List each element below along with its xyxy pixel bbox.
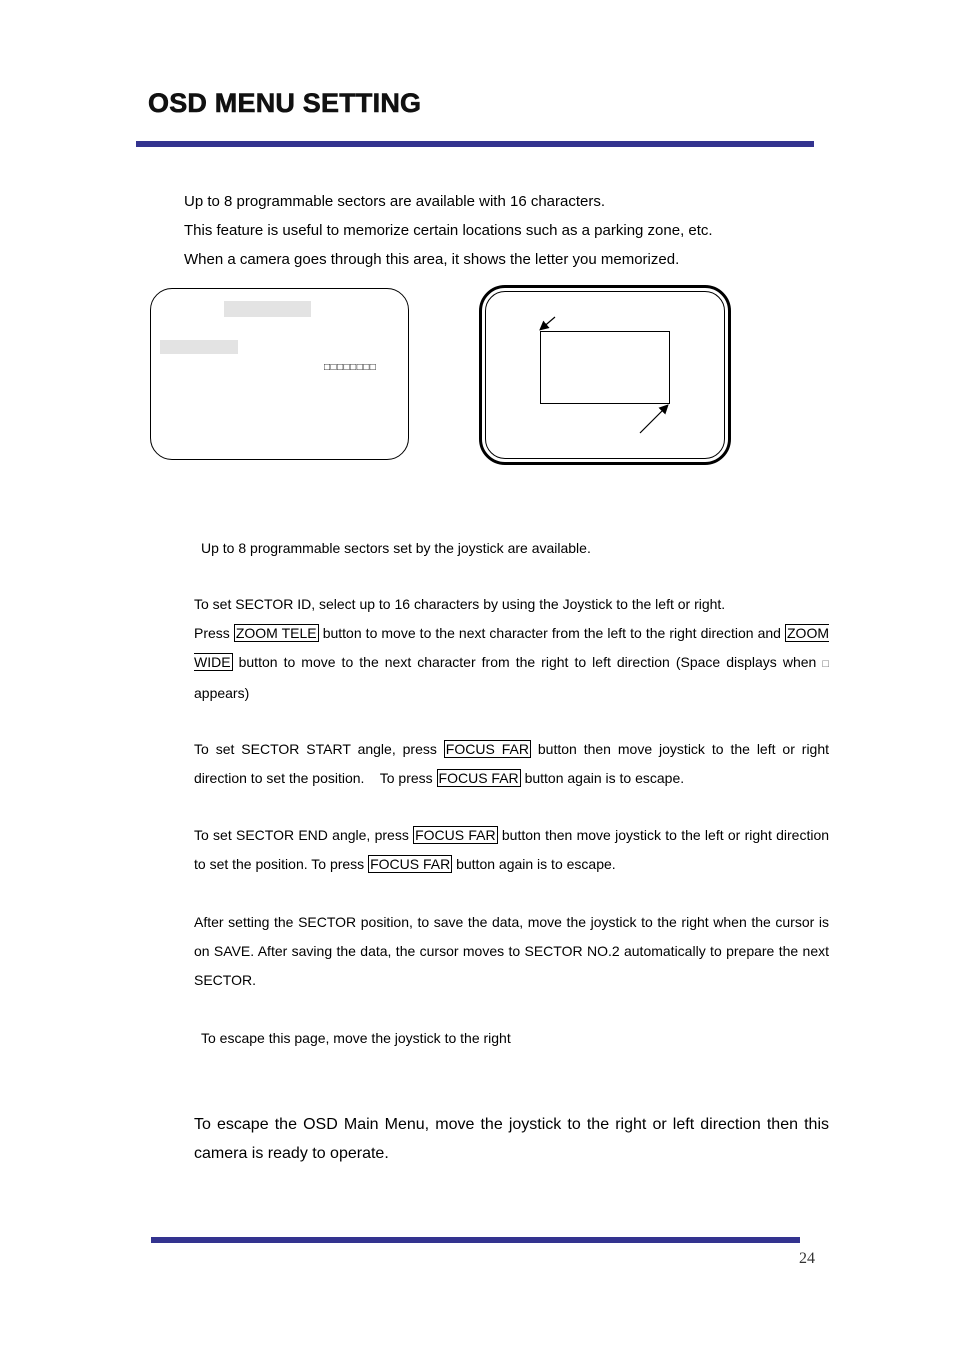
zoom-wide-key: ZOOM WIDE (194, 625, 829, 670)
sectors-note: Up to 8 programmable sectors set by the joystick are available. (201, 540, 591, 556)
intro-line-3: When a camera goes through this area, it shows the letter you memorized. (184, 251, 680, 268)
osd-cursor-highlight (160, 340, 238, 354)
focus-far-key: FOCUS FAR (445, 741, 529, 757)
sector-id-placeholder: □□□□□□□□ (324, 362, 377, 373)
focus-far-key: FOCUS FAR (438, 770, 519, 786)
escape-main-paragraph: To escape the OSD Main Menu, move the joystick to the right or left direction then this camera is ready to operate. (194, 1116, 829, 1162)
sector-arrows (530, 310, 680, 440)
page-number: 24 (799, 1250, 815, 1267)
page-title: OSD MENU SETTING (148, 88, 422, 118)
zoom-tele-key: ZOOM TELE (235, 625, 317, 641)
end-arrow-icon (640, 406, 667, 433)
sector-id-paragraph: To set SECTOR ID, select up to 16 characters by using the Joystick to the left or right. Press ZOOM TELE button to move to the next character from the left to the right direction and ZOOM WIDE button to move to the next character from the right to left direction (Space displays when □ appears) (194, 596, 830, 701)
sector-id-line1: To set SECTOR ID, select up to 16 characters by using the Joystick to the left or right. (194, 596, 726, 612)
start-arrow-icon (541, 317, 555, 329)
intro-line-2: This feature is useful to memorize certain locations such as a parking zone, etc. (184, 222, 713, 239)
intro-line-1: Up to 8 programmable sectors are available with 16 characters. (184, 193, 606, 210)
header-rule (136, 141, 814, 147)
focus-far-key: FOCUS FAR (415, 827, 496, 843)
space-square-icon: □ (822, 658, 830, 670)
escape-page-note: To escape this page, move the joystick to the right (201, 1030, 511, 1046)
footer-rule (151, 1237, 800, 1243)
sector-end-paragraph: To set SECTOR END angle, press FOCUS FAR button then move joystick to the left or right direction to set the position. To press FOCUS FAR button again is to escape. (194, 827, 830, 872)
focus-far-key: FOCUS FAR (370, 856, 451, 872)
sector-start-paragraph: To set SECTOR START angle, press FOCUS FAR button then move joystick to the left or right direction to set the position. To press FOCUS FAR button again is to escape. (194, 741, 833, 786)
save-paragraph: After setting the SECTOR position, to save the data, move the joystick to the right when the cursor is on SAVE. After saving the data, the cursor moves to SECTOR NO.2 automatically to prepare the next SECTOR. (194, 914, 829, 988)
osd-title-highlight (224, 301, 311, 317)
